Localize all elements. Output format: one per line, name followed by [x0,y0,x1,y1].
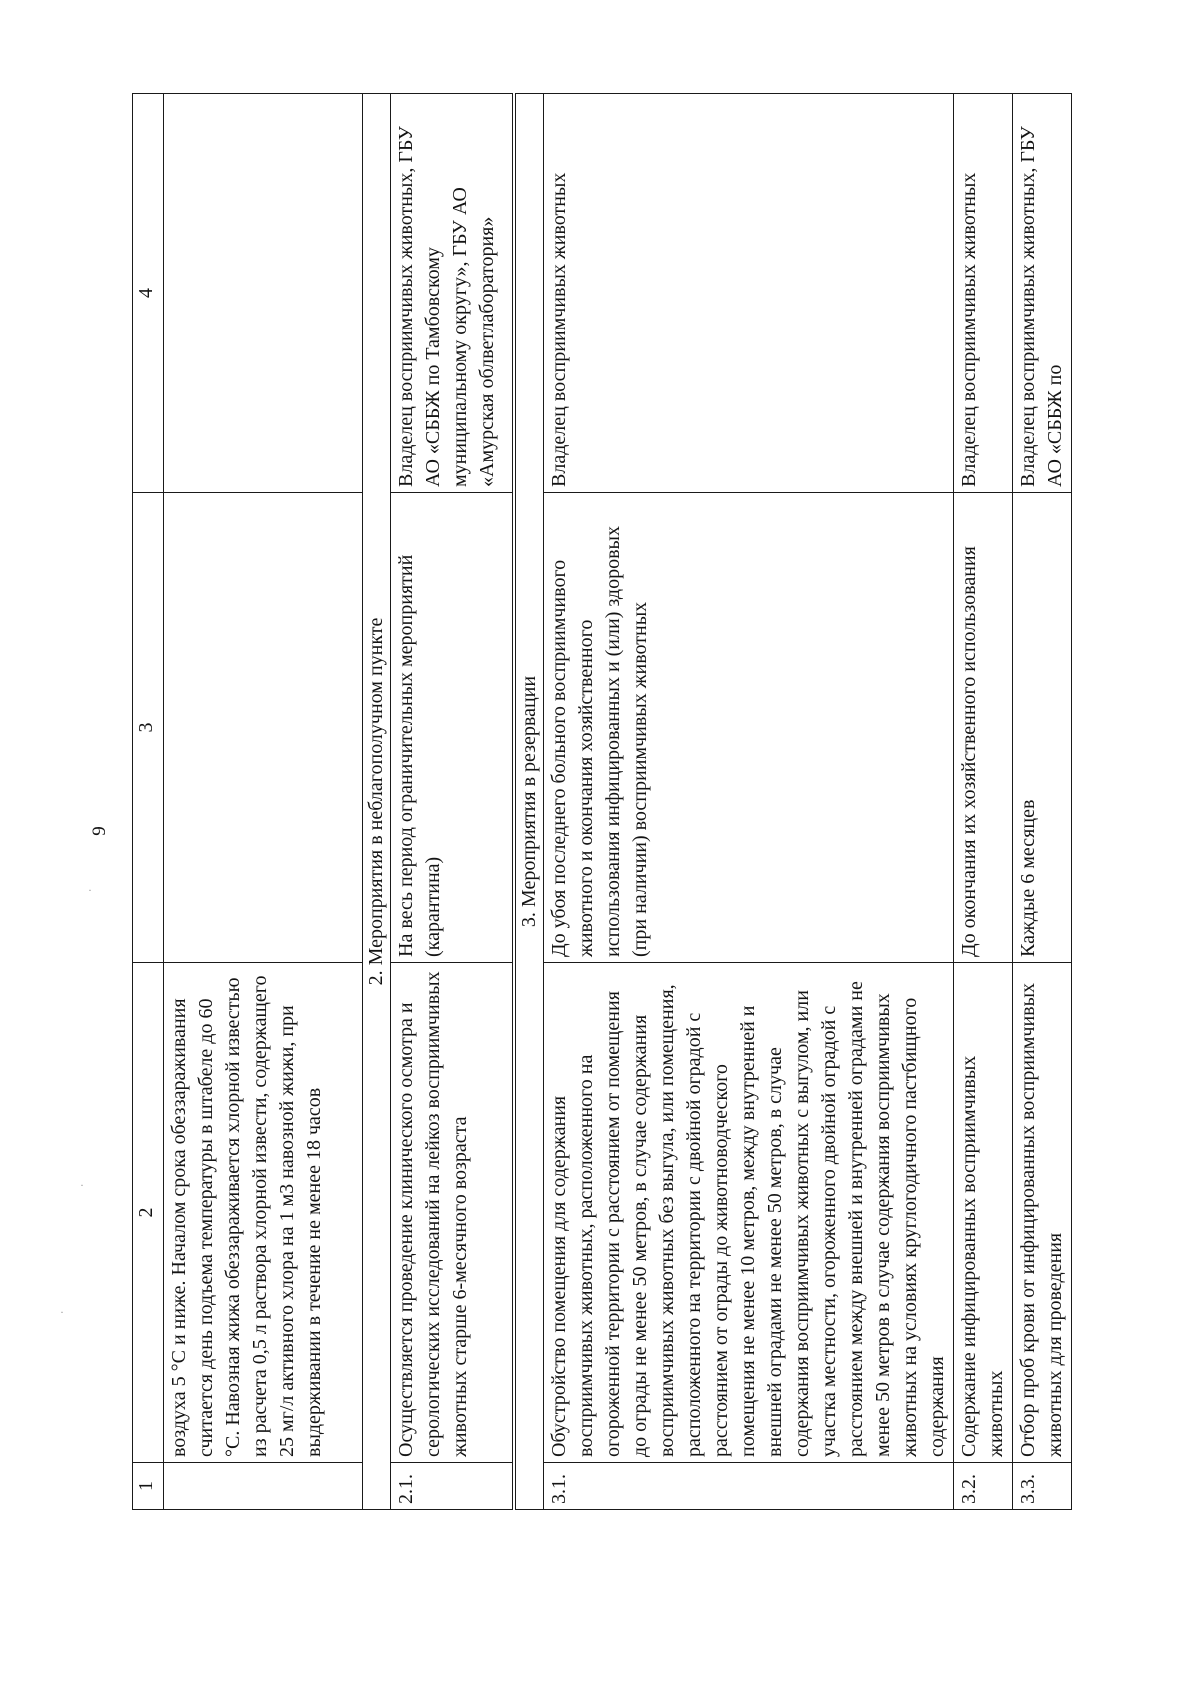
section-2-title: 2. Мероприятия в неблагополучном пункте [363,94,391,1510]
row-timing: На весь период ограничительных мероприятий (карантина) [391,493,515,963]
row-activity: Содержание инфицированных восприимчивых животных [954,963,1013,1463]
row-timing: Каждые 6 месяцев [1013,493,1072,963]
column-header: 4 [133,94,164,493]
scan-speck: · [60,1305,64,1319]
rotated-table-sheet [132,94,1066,1510]
row-responsible: Владелец восприимчивых животных [954,94,1013,493]
column-header: 1 [133,1463,164,1510]
row-number: 2.1. [391,1463,515,1510]
row-responsible: Владелец восприимчивых животных, ГБУ АО «СББЖ по [1013,94,1072,493]
scan-speck: · [80,1178,84,1192]
row-responsible: Владелец восприимчивых животных [544,94,954,493]
row-number: 3.3. [1013,1463,1072,1510]
column-header: 3 [133,493,164,963]
row-timing: До убоя последнего больного восприимчивого животного и окончания хозяйственного использования инфицированных и (или) здоровых (при наличии) восприимчивых животных [544,493,954,963]
row-timing: До окончания их хозяйственного использования [954,493,1013,963]
row-activity: Осуществляется проведение клинического осмотра и серологических исследований на лейкоз восприимчивых животных старше 6-месячного возраста [391,963,515,1463]
table-header-row [133,94,164,1510]
section-3-title: 3. Мероприятия в резервации [514,94,544,1510]
page-number: 9 [88,826,110,836]
table-row [391,94,515,1510]
row-number: 3.1. [544,1463,954,1510]
row-number: 3.2. [954,1463,1013,1510]
table-row [1013,94,1072,1510]
section-heading-row [363,94,391,1510]
row-number [164,1463,363,1510]
measures-table [132,93,1072,1510]
row-activity: Обустройство помещения для содержания восприимчивых животных, расположенного на огороженной территории с расстоянием от помещения до ограды не менее 50 метров, в случае содержания восприимчивых животных без выгула, или помещения, расположенного на территории с двойной оградой с расстоянием от ограды до животноводческого помещения не менее 10 метров, между внутренней и внешней оградами не менее 50 метров, в случае содержания восприимчивых животных с выгулом, или участка местности, огороженного двойной оградой с расстоянием между внешней и внутренней оградами не менее 50 метров в случае содержания восприимчивых животных на условиях круглогодичного пастбищного содержания [544,963,954,1463]
table-row [544,94,954,1510]
table-row [954,94,1013,1510]
row-activity: воздуха 5 °С и ниже. Началом срока обеззараживания считается день подъема температуры в штабеле до 60 °С. Навозная жижа обеззараживается хлорной известью из расчета 0,5 л раствора хлорной извести, содержащего 25 мг/л активного хлора на 1 м3 навозной жижи, при выдерживании в течение не менее 18 часов [164,963,363,1463]
row-activity: Отбор проб крови от инфицированных восприимчивых животных для проведения [1013,963,1072,1463]
row-responsible: Владелец восприимчивых животных, ГБУ АО «СББЖ по Тамбовскому муниципальному округу», ГБУ АО «Амурская облветлаборатория» [391,94,515,493]
row-timing [164,493,363,963]
scan-speck: · [88,883,92,897]
column-header: 2 [133,963,164,1463]
row-responsible [164,94,363,493]
table-row [164,94,363,1510]
section-heading-row [514,94,544,1510]
